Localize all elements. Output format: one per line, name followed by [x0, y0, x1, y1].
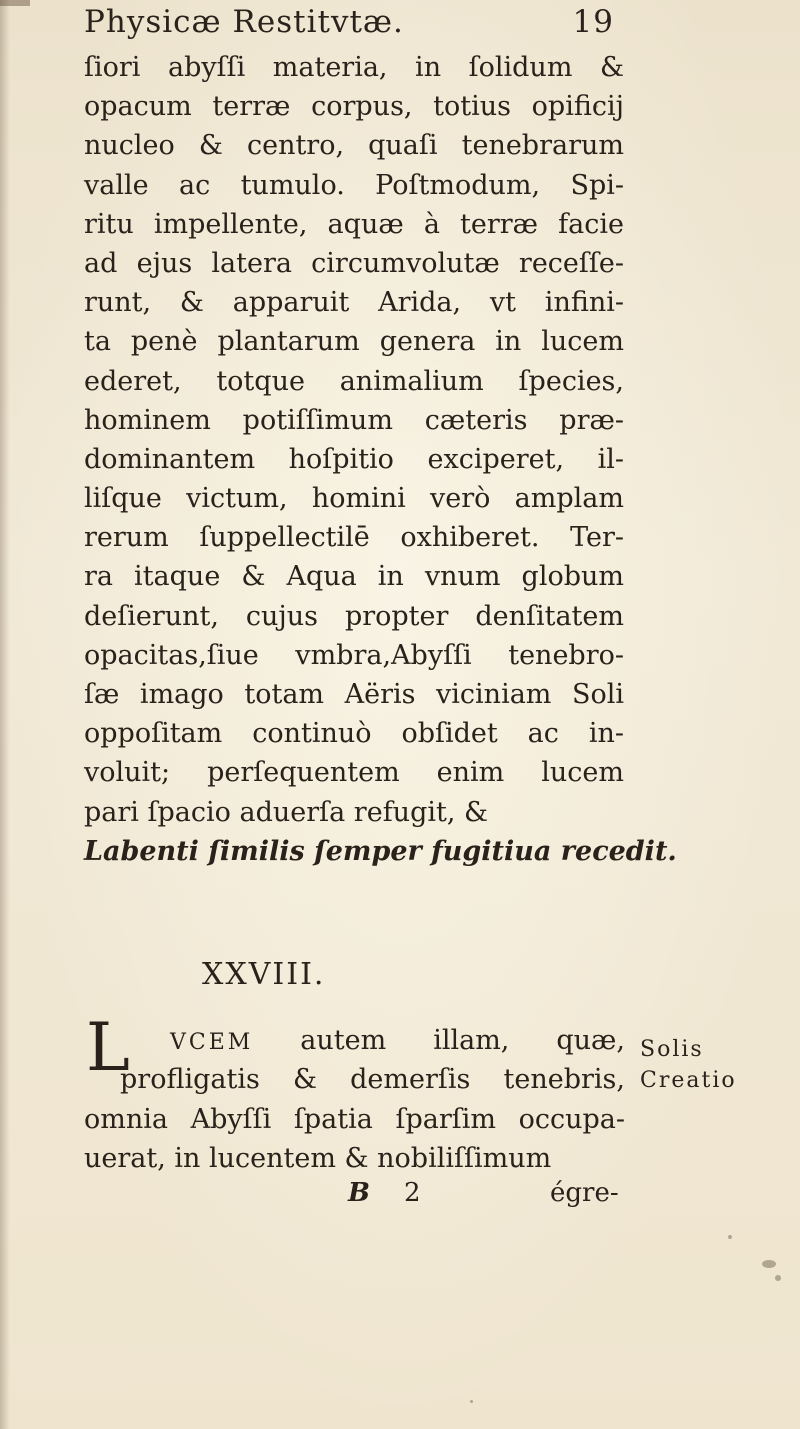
- margin-note-line-1: Solis: [640, 1037, 704, 1062]
- text-line: valle ac tumulo. Poſtmodum, Spi-: [84, 169, 624, 201]
- paper-speck: [775, 1275, 781, 1281]
- text-line: opacitas,ſiue vmbra,Abyſſi tenebro-: [84, 639, 624, 671]
- text-line: opacum terræ corpus, totius opificij: [84, 91, 624, 123]
- text-line: pari ſpacio aduerſa refugit, &: [84, 796, 489, 828]
- text-line: runt, & apparuit Arida, vt infini-: [84, 287, 624, 319]
- text-line: deſierunt, cujus propter denſitatem: [84, 600, 624, 632]
- text-line: ritu impellente, aquæ à terræ facie: [84, 208, 624, 240]
- text-line: ta penè plantarum genera in lucem: [84, 326, 624, 358]
- paper-speck: [728, 1235, 732, 1239]
- main-paragraph: [84, 48, 677, 871]
- paragraph-line-1: [170, 1022, 625, 1060]
- page-number: 19: [572, 4, 614, 40]
- paragraph-line-3: omnia Abyſſi ſpatia ſparſim occupa-: [84, 1104, 625, 1135]
- signature-number: 2: [404, 1178, 421, 1208]
- running-head: [84, 4, 614, 48]
- text-line: ſæ imago totam Aëris viciniam Soli: [84, 679, 624, 710]
- italic-verse-line: Labenti ſimilis ſemper fugitiua recedit.: [84, 835, 677, 867]
- text-line: ad ejus latera circumvolutæ receſſe-: [84, 247, 624, 279]
- line-text: autem illam, quæ,: [300, 1025, 625, 1056]
- text-line: liſque victum, homini verò amplam: [84, 483, 624, 515]
- text-line: ederet, totque animalium ſpecies,: [84, 365, 624, 397]
- text-line: rerum ſuppellectilē oxhiberet. Ter-: [84, 522, 624, 554]
- margin-note-line-2: Creatio: [640, 1068, 737, 1093]
- paper-speck: [595, 105, 598, 108]
- page-spine-shadow: [0, 0, 10, 1429]
- text-line: dominantem hoſpitio exciperet, il-: [84, 443, 624, 475]
- text-line: voluit; perſequentem enim lucem: [84, 757, 624, 789]
- text-line: hominem potiſſimum cæteris præ-: [84, 404, 624, 436]
- drop-cap: L: [86, 1009, 130, 1086]
- text-line: ſiori abyſſi materia, in ſolidum &: [84, 52, 624, 83]
- text-line: nucleo & centro, quaſi tenebrarum: [84, 130, 624, 162]
- signature-mark: B: [348, 1178, 370, 1208]
- running-head-title: Physicæ Restitvtæ.: [84, 4, 404, 40]
- paper-speck: [470, 1400, 473, 1403]
- catchword: égre-: [550, 1178, 619, 1208]
- text-line: ra itaque & Aqua in vnum globum: [84, 561, 624, 593]
- paragraph-line-4: uerat, in lucentem & nobiliſſimum: [84, 1143, 552, 1174]
- paper-speck: [762, 1260, 776, 1268]
- text-line: oppoſitam continuò obſidet ac in-: [84, 718, 624, 750]
- section-number: XXVIII.: [202, 957, 326, 992]
- corner-mark: [0, 0, 30, 6]
- paragraph-line-2: profligatis & demerſis tenebris,: [120, 1064, 625, 1095]
- smallcaps-word: VCEM: [170, 1030, 254, 1055]
